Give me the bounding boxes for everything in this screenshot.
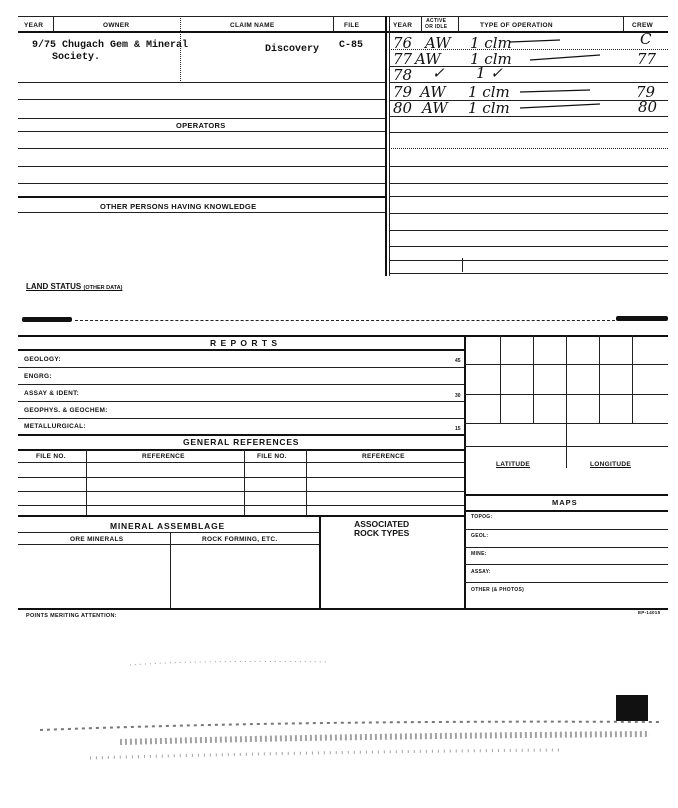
ref-rule xyxy=(18,491,464,492)
owner-entry-line2: Society. xyxy=(52,52,101,63)
ref-col-sep xyxy=(244,449,245,515)
op-type: 1 clm xyxy=(470,34,512,52)
ref-file-no-1: FILE NO. xyxy=(36,453,66,460)
ops-rule xyxy=(389,230,668,231)
ore-minerals-label: ORE MINERALS xyxy=(70,536,124,543)
ops-rule xyxy=(389,273,668,274)
maps-row-rule xyxy=(464,529,668,530)
ref-rule xyxy=(18,462,464,463)
ref-rule xyxy=(18,477,464,478)
mineral-col-sep xyxy=(170,532,171,608)
header-owner-label: OWNER xyxy=(103,22,130,29)
header-file-label: FILE xyxy=(344,22,360,29)
associated-rock-types-title xyxy=(354,520,409,538)
ref-reference-1: REFERENCE xyxy=(142,453,185,460)
op-type: 1 ✓ xyxy=(476,64,503,82)
ref-col-sep xyxy=(306,449,307,515)
report-label: GEOPHYS. & GEOCHEM: xyxy=(24,407,108,414)
ref-rule xyxy=(18,449,464,451)
dashed-rule xyxy=(75,320,615,321)
grid-col xyxy=(566,335,567,468)
report-label: GEOLOGY: xyxy=(24,356,61,363)
ops-rule xyxy=(389,196,668,197)
reports-row-rule xyxy=(18,367,464,368)
op-crew: C xyxy=(640,30,652,48)
ops-rule xyxy=(389,183,668,184)
form-number: EP-14015 xyxy=(638,610,661,615)
mineral-divider xyxy=(319,515,321,608)
op-crew: 79 xyxy=(636,83,656,101)
op-type: 1 clm xyxy=(468,83,510,101)
maps-row-label: OTHER (& PHOTOS) xyxy=(471,587,525,593)
grid-row xyxy=(464,446,668,447)
mineral-rule xyxy=(18,532,319,533)
file-entry: C-85 xyxy=(339,40,364,51)
grid-row xyxy=(464,423,668,424)
scan-noise xyxy=(0,650,678,800)
points-meriting-attention-label: POINTS MERITING ATTENTION: xyxy=(26,613,117,619)
maps-rule xyxy=(464,510,668,512)
lower-bottom-rule xyxy=(18,608,668,610)
ref-reference-2: REFERENCE xyxy=(362,453,405,460)
op-crew: 77 xyxy=(637,50,657,68)
op-status: AW xyxy=(420,83,446,101)
op-status: AW xyxy=(422,99,448,117)
ref-rule xyxy=(18,505,464,506)
maps-title: MAPS xyxy=(552,498,578,507)
op-status: ✓ xyxy=(432,64,445,82)
maps-rule xyxy=(464,494,668,496)
longitude-label: LONGITUDE xyxy=(590,461,631,468)
row-rule-bold xyxy=(18,196,385,198)
handwriting-strokes xyxy=(0,0,678,130)
report-num: 15 xyxy=(455,426,461,432)
ref-col-sep xyxy=(86,449,87,515)
reports-row-rule xyxy=(18,418,464,419)
op-year: 77 xyxy=(393,50,413,68)
heavy-rule-right xyxy=(616,316,668,321)
grid-col xyxy=(533,335,534,423)
lower-top-rule xyxy=(18,335,668,337)
reports-row-rule xyxy=(18,384,464,385)
maps-row-label: TOPOG: xyxy=(471,514,493,520)
ops-rule xyxy=(389,132,668,133)
ops-rule xyxy=(389,213,668,214)
ops-rule xyxy=(389,148,668,149)
assoc-line1: ASSOCIATED xyxy=(354,519,410,529)
ops-rule xyxy=(389,246,668,247)
rock-forming-label: ROCK FORMING, ETC. xyxy=(202,536,278,543)
op-year: 78 xyxy=(393,66,413,84)
op-type: 1 clm xyxy=(470,50,512,68)
row-rule xyxy=(18,131,385,132)
ref-file-no-2: FILE NO. xyxy=(257,453,287,460)
maps-row-rule xyxy=(464,564,668,565)
mineral-rule xyxy=(18,544,319,545)
op-status: AW xyxy=(415,50,441,68)
op-year: 80 xyxy=(393,99,413,117)
lower-main-divider xyxy=(464,335,466,608)
row-rule xyxy=(18,148,385,149)
op-crew: 80 xyxy=(638,98,658,116)
grid-row xyxy=(464,364,668,365)
grid-col xyxy=(500,335,501,423)
land-status-sub: (OTHER DATA) xyxy=(83,285,123,291)
reports-title: R E P O R T S xyxy=(210,338,279,348)
grid-col xyxy=(599,335,600,423)
heavy-rule-left xyxy=(22,317,72,322)
maps-row-rule xyxy=(464,547,668,548)
report-num: 45 xyxy=(455,358,461,364)
row-rule xyxy=(18,183,385,184)
ops-sep xyxy=(462,258,463,272)
grid-col xyxy=(632,335,633,423)
other-persons-title: OTHER PERSONS HAVING KNOWLEDGE xyxy=(100,202,257,211)
report-label: ASSAY & IDENT: xyxy=(24,390,80,397)
maps-row-label: ASSAY: xyxy=(471,569,491,575)
grid-row xyxy=(464,394,668,395)
maps-row-label: MINE: xyxy=(471,551,487,557)
owner-entry-line1: 9/75 Chugach Gem & Mineral xyxy=(32,40,189,51)
reports-rule xyxy=(18,349,464,351)
ops-rule xyxy=(389,260,668,261)
land-status-title xyxy=(26,282,122,291)
general-references-title: GENERAL REFERENCES xyxy=(183,437,300,447)
operators-title: OPERATORS xyxy=(176,121,226,130)
header-year2-label: YEAR xyxy=(393,22,413,29)
report-label: ENGRG: xyxy=(24,373,52,380)
reports-row-rule xyxy=(18,401,464,402)
land-status-label: LAND STATUS xyxy=(26,282,82,291)
op-year: 79 xyxy=(393,83,413,101)
ref-rule-bottom xyxy=(18,515,464,517)
header-claim-name-label: CLAIM NAME xyxy=(230,22,275,29)
header-crew-label: CREW xyxy=(632,22,654,29)
op-status: AW xyxy=(425,34,451,52)
claim-name-entry: Discovery xyxy=(265,44,320,55)
assoc-line2: ROCK TYPES xyxy=(354,528,410,538)
mineral-assemblage-title: MINERAL ASSEMBLAGE xyxy=(110,521,225,531)
op-type: 1 clm xyxy=(468,99,510,117)
report-label: METALLURGICAL: xyxy=(24,423,86,430)
row-rule xyxy=(18,166,385,167)
active-line1: ACTIVE xyxy=(426,18,447,24)
ops-rule xyxy=(389,166,668,167)
maps-row-rule xyxy=(464,582,668,583)
reports-row-rule xyxy=(18,434,464,436)
header-year-label: YEAR xyxy=(24,22,44,29)
op-year: 76 xyxy=(393,34,413,52)
row-rule xyxy=(18,212,385,213)
active-line2: OR IDLE xyxy=(425,24,448,30)
header-type-of-operation-label: TYPE OF OPERATION xyxy=(480,22,553,29)
latitude-label: LATITUDE xyxy=(496,461,531,468)
report-num: 30 xyxy=(455,393,461,399)
maps-row-label: GEOL: xyxy=(471,533,489,539)
